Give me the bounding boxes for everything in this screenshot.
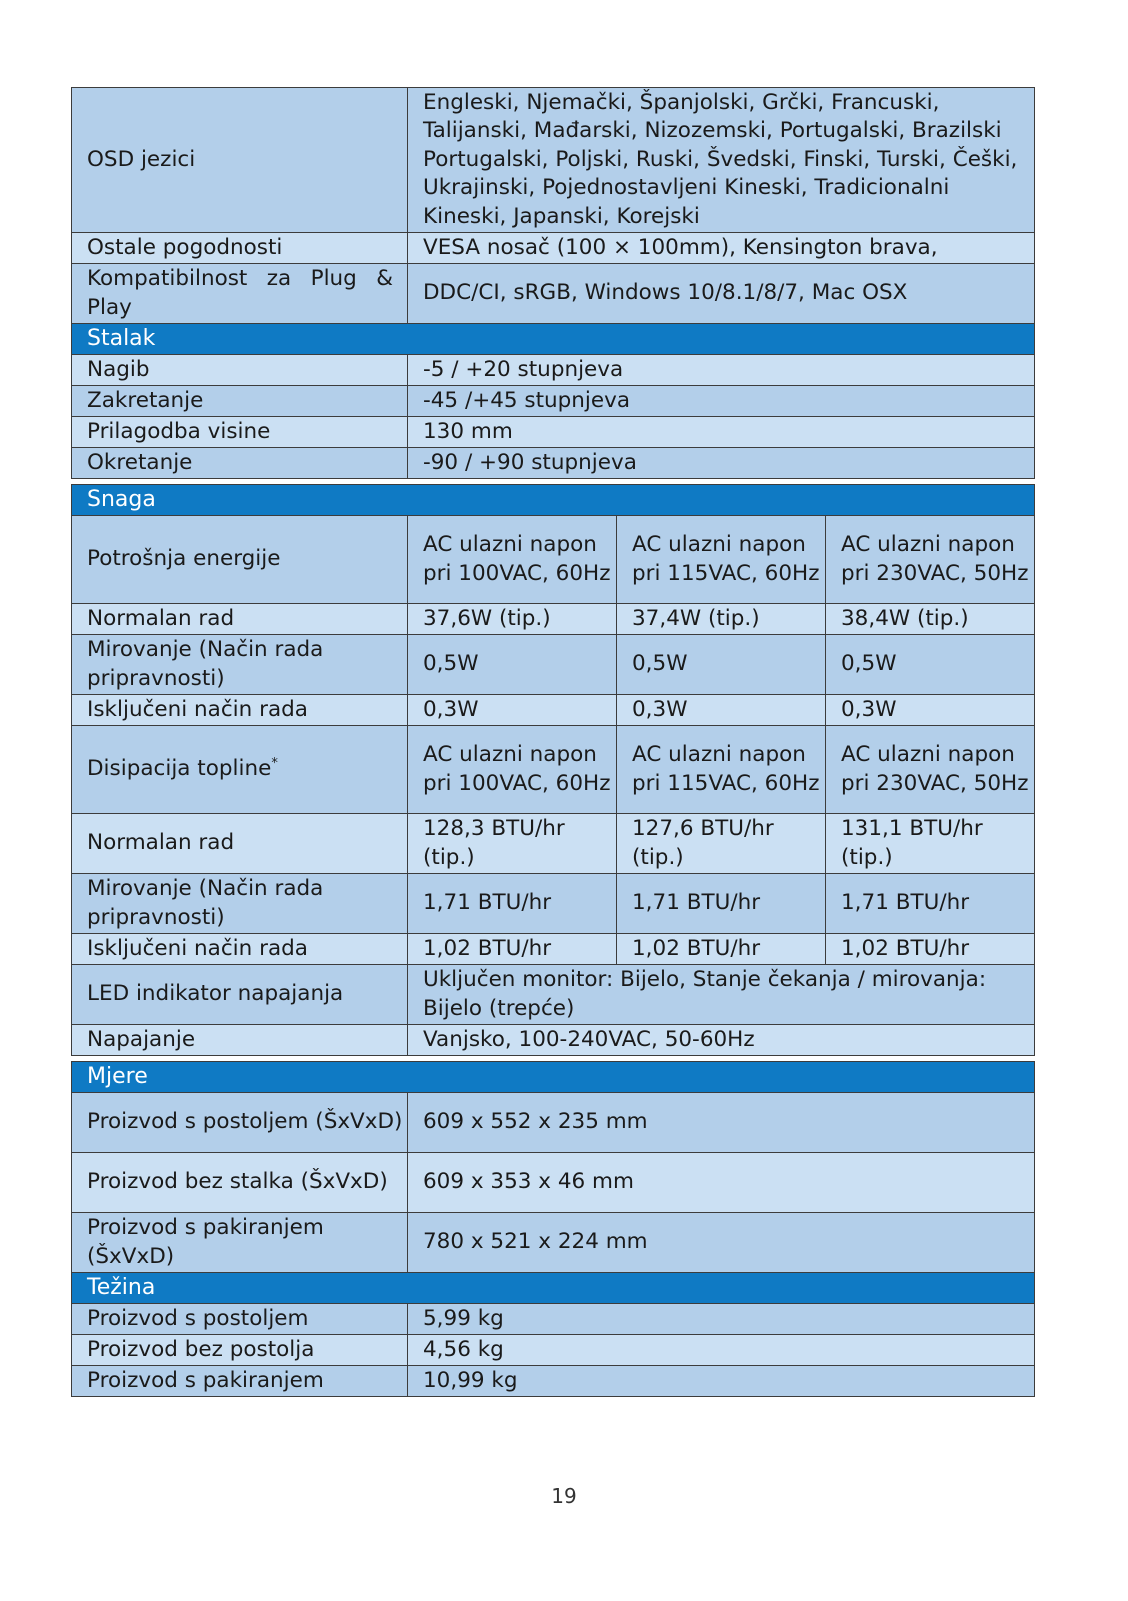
label-proizvod-s-pakiranjem-dim: Proizvod s pakiranjem (ŠxVxD) — [72, 1213, 408, 1273]
value-normalan-btu-100vac: 128,3 BTU/hr (tip.) — [408, 814, 617, 874]
label-iskljuceni-btu: Isključeni način rada — [72, 934, 408, 965]
row-mirovanje-btu — [72, 874, 1035, 934]
label-led-indikator: LED indikator napajanja — [72, 965, 408, 1025]
label-ostale-pogodnosti: Ostale pogodnosti — [72, 233, 408, 264]
value-osd-jezici: Engleski, Njemački, Španjolski, Grčki, Francuski, Talijanski, Mađarski, Nizozemski, Portugalski, Brazilski Portugalski, Poljski, Ruski, Švedski, Finski, Turski, Češki, Ukrajinski, Pojednostavljeni Kineski, Tradicionalni Kineski, Japanski, Korejski — [408, 88, 1035, 233]
label-tezina-s-pakiranjem: Proizvod s pakiranjem — [72, 1366, 408, 1397]
label-disipacija-topline — [72, 726, 408, 814]
page-number: 19 — [551, 1484, 577, 1508]
value-mirovanje-btu-115vac: 1,71 BTU/hr — [617, 874, 826, 934]
label-proizvod-bez-stalka-dim: Proizvod bez stalka (ŠxVxD) — [72, 1153, 408, 1213]
value-normalan-rad-115vac: 37,4W (tip.) — [617, 604, 826, 635]
value-okretanje: -90 / +90 stupnjeva — [408, 448, 1035, 479]
section-title-snaga: Snaga — [72, 485, 1035, 516]
row-okretanje — [72, 448, 1035, 479]
value-tezina-bez-postolja: 4,56 kg — [408, 1335, 1035, 1366]
value-mirovanje-100vac: 0,5W — [408, 635, 617, 695]
value-iskljuceni-btu-100vac: 1,02 BTU/hr — [408, 934, 617, 965]
label-prilagodba-visine: Prilagodba visine — [72, 417, 408, 448]
label-normalan-rad-btu: Normalan rad — [72, 814, 408, 874]
label-osd-jezici: OSD jezici — [72, 88, 408, 233]
value-iskljuceni-115vac: 0,3W — [617, 695, 826, 726]
value-normalan-rad-230vac: 38,4W (tip.) — [826, 604, 1035, 635]
label-nagib: Nagib — [72, 355, 408, 386]
row-nagib — [72, 355, 1035, 386]
value-tezina-s-pakiranjem: 10,99 kg — [408, 1366, 1035, 1397]
row-napajanje — [72, 1025, 1035, 1056]
row-tezina-bez-postolja — [72, 1335, 1035, 1366]
label-tezina-bez-postolja: Proizvod bez postolja — [72, 1335, 408, 1366]
value-disipacija-100vac: AC ulazni napon pri 100VAC, 60Hz — [408, 726, 617, 814]
label-tezina-s-postoljem: Proizvod s postoljem — [72, 1304, 408, 1335]
value-mirovanje-btu-230vac: 1,71 BTU/hr — [826, 874, 1035, 934]
value-prilagodba-visine: 130 mm — [408, 417, 1035, 448]
row-proizvod-s-postoljem-dim — [72, 1093, 1035, 1153]
row-iskljuceni-btu — [72, 934, 1035, 965]
value-iskljuceni-btu-115vac: 1,02 BTU/hr — [617, 934, 826, 965]
row-iskljuceni-nacin-rada — [72, 695, 1035, 726]
value-potrosnja-100vac: AC ulazni napon pri 100VAC, 60Hz — [408, 516, 617, 604]
section-header-tezina — [72, 1273, 1035, 1304]
label-mirovanje-btu: Mirovanje (Način rada pripravnosti) — [72, 874, 408, 934]
row-normalan-rad — [72, 604, 1035, 635]
value-proizvod-bez-stalka-dim: 609 x 353 x 46 mm — [408, 1153, 1035, 1213]
value-led-indikator: Uključen monitor: Bijelo, Stanje čekanja / mirovanja: Bijelo (trepće) — [408, 965, 1035, 1025]
value-napajanje: Vanjsko, 100-240VAC, 50-60Hz — [408, 1025, 1035, 1056]
spec-table-snaga — [71, 484, 1035, 1056]
row-proizvod-s-pakiranjem-dim — [72, 1213, 1035, 1273]
row-tezina-s-pakiranjem — [72, 1366, 1035, 1397]
value-proizvod-s-postoljem-dim: 609 x 552 x 235 mm — [408, 1093, 1035, 1153]
row-tezina-s-postoljem — [72, 1304, 1035, 1335]
row-disipacija-topline — [72, 726, 1035, 814]
value-normalan-btu-115vac: 127,6 BTU/hr (tip.) — [617, 814, 826, 874]
value-iskljuceni-btu-230vac: 1,02 BTU/hr — [826, 934, 1035, 965]
section-title-tezina: Težina — [72, 1273, 1035, 1304]
label-plug-and-play: Kompatibilnost za Plug & Play — [72, 264, 408, 324]
row-osd-jezici — [72, 88, 1035, 233]
row-ostale-pogodnosti — [72, 233, 1035, 264]
value-normalan-rad-100vac: 37,6W (tip.) — [408, 604, 617, 635]
section-title-stalak: Stalak — [72, 324, 1035, 355]
spec-table-mjere-tezina — [71, 1061, 1035, 1397]
value-ostale-pogodnosti: VESA nosač (100 × 100mm), Kensington brava, — [408, 233, 1035, 264]
value-tezina-s-postoljem: 5,99 kg — [408, 1304, 1035, 1335]
value-mirovanje-230vac: 0,5W — [826, 635, 1035, 695]
footnote-mark: * — [271, 756, 278, 772]
label-iskljuceni-nacin-rada: Isključeni način rada — [72, 695, 408, 726]
row-proizvod-bez-stalka-dim — [72, 1153, 1035, 1213]
value-iskljuceni-100vac: 0,3W — [408, 695, 617, 726]
label-potrosnja-energije: Potrošnja energije — [72, 516, 408, 604]
value-proizvod-s-pakiranjem-dim: 780 x 521 x 224 mm — [408, 1213, 1035, 1273]
label-normalan-rad: Normalan rad — [72, 604, 408, 635]
value-plug-and-play: DDC/CI, sRGB, Windows 10/8.1/8/7, Mac OSX — [408, 264, 1035, 324]
label-zakretanje: Zakretanje — [72, 386, 408, 417]
value-normalan-btu-230vac: 131,1 BTU/hr (tip.) — [826, 814, 1035, 874]
value-zakretanje: -45 /+45 stupnjeva — [408, 386, 1035, 417]
value-potrosnja-115vac: AC ulazni napon pri 115VAC, 60Hz — [617, 516, 826, 604]
label-mirovanje: Mirovanje (Način rada pripravnosti) — [72, 635, 408, 695]
row-normalan-rad-btu — [72, 814, 1035, 874]
row-zakretanje — [72, 386, 1035, 417]
section-title-mjere: Mjere — [72, 1062, 1035, 1093]
label-proizvod-s-postoljem-dim: Proizvod s postoljem (ŠxVxD) — [72, 1093, 408, 1153]
value-mirovanje-btu-100vac: 1,71 BTU/hr — [408, 874, 617, 934]
section-header-mjere — [72, 1062, 1035, 1093]
row-prilagodba-visine — [72, 417, 1035, 448]
section-header-stalak — [72, 324, 1035, 355]
row-potrosnja-energije — [72, 516, 1035, 604]
value-iskljuceni-230vac: 0,3W — [826, 695, 1035, 726]
row-plug-and-play — [72, 264, 1035, 324]
section-header-snaga — [72, 485, 1035, 516]
value-potrosnja-230vac: AC ulazni napon pri 230VAC, 50Hz — [826, 516, 1035, 604]
label-disipacija-text: Disipacija topline — [87, 756, 272, 782]
value-mirovanje-115vac: 0,5W — [617, 635, 826, 695]
value-disipacija-115vac: AC ulazni napon pri 115VAC, 60Hz — [617, 726, 826, 814]
spec-table-general — [71, 87, 1035, 479]
row-mirovanje — [72, 635, 1035, 695]
value-disipacija-230vac: AC ulazni napon pri 230VAC, 50Hz — [826, 726, 1035, 814]
label-okretanje: Okretanje — [72, 448, 408, 479]
row-led-indikator — [72, 965, 1035, 1025]
label-napajanje: Napajanje — [72, 1025, 408, 1056]
value-nagib: -5 / +20 stupnjeva — [408, 355, 1035, 386]
